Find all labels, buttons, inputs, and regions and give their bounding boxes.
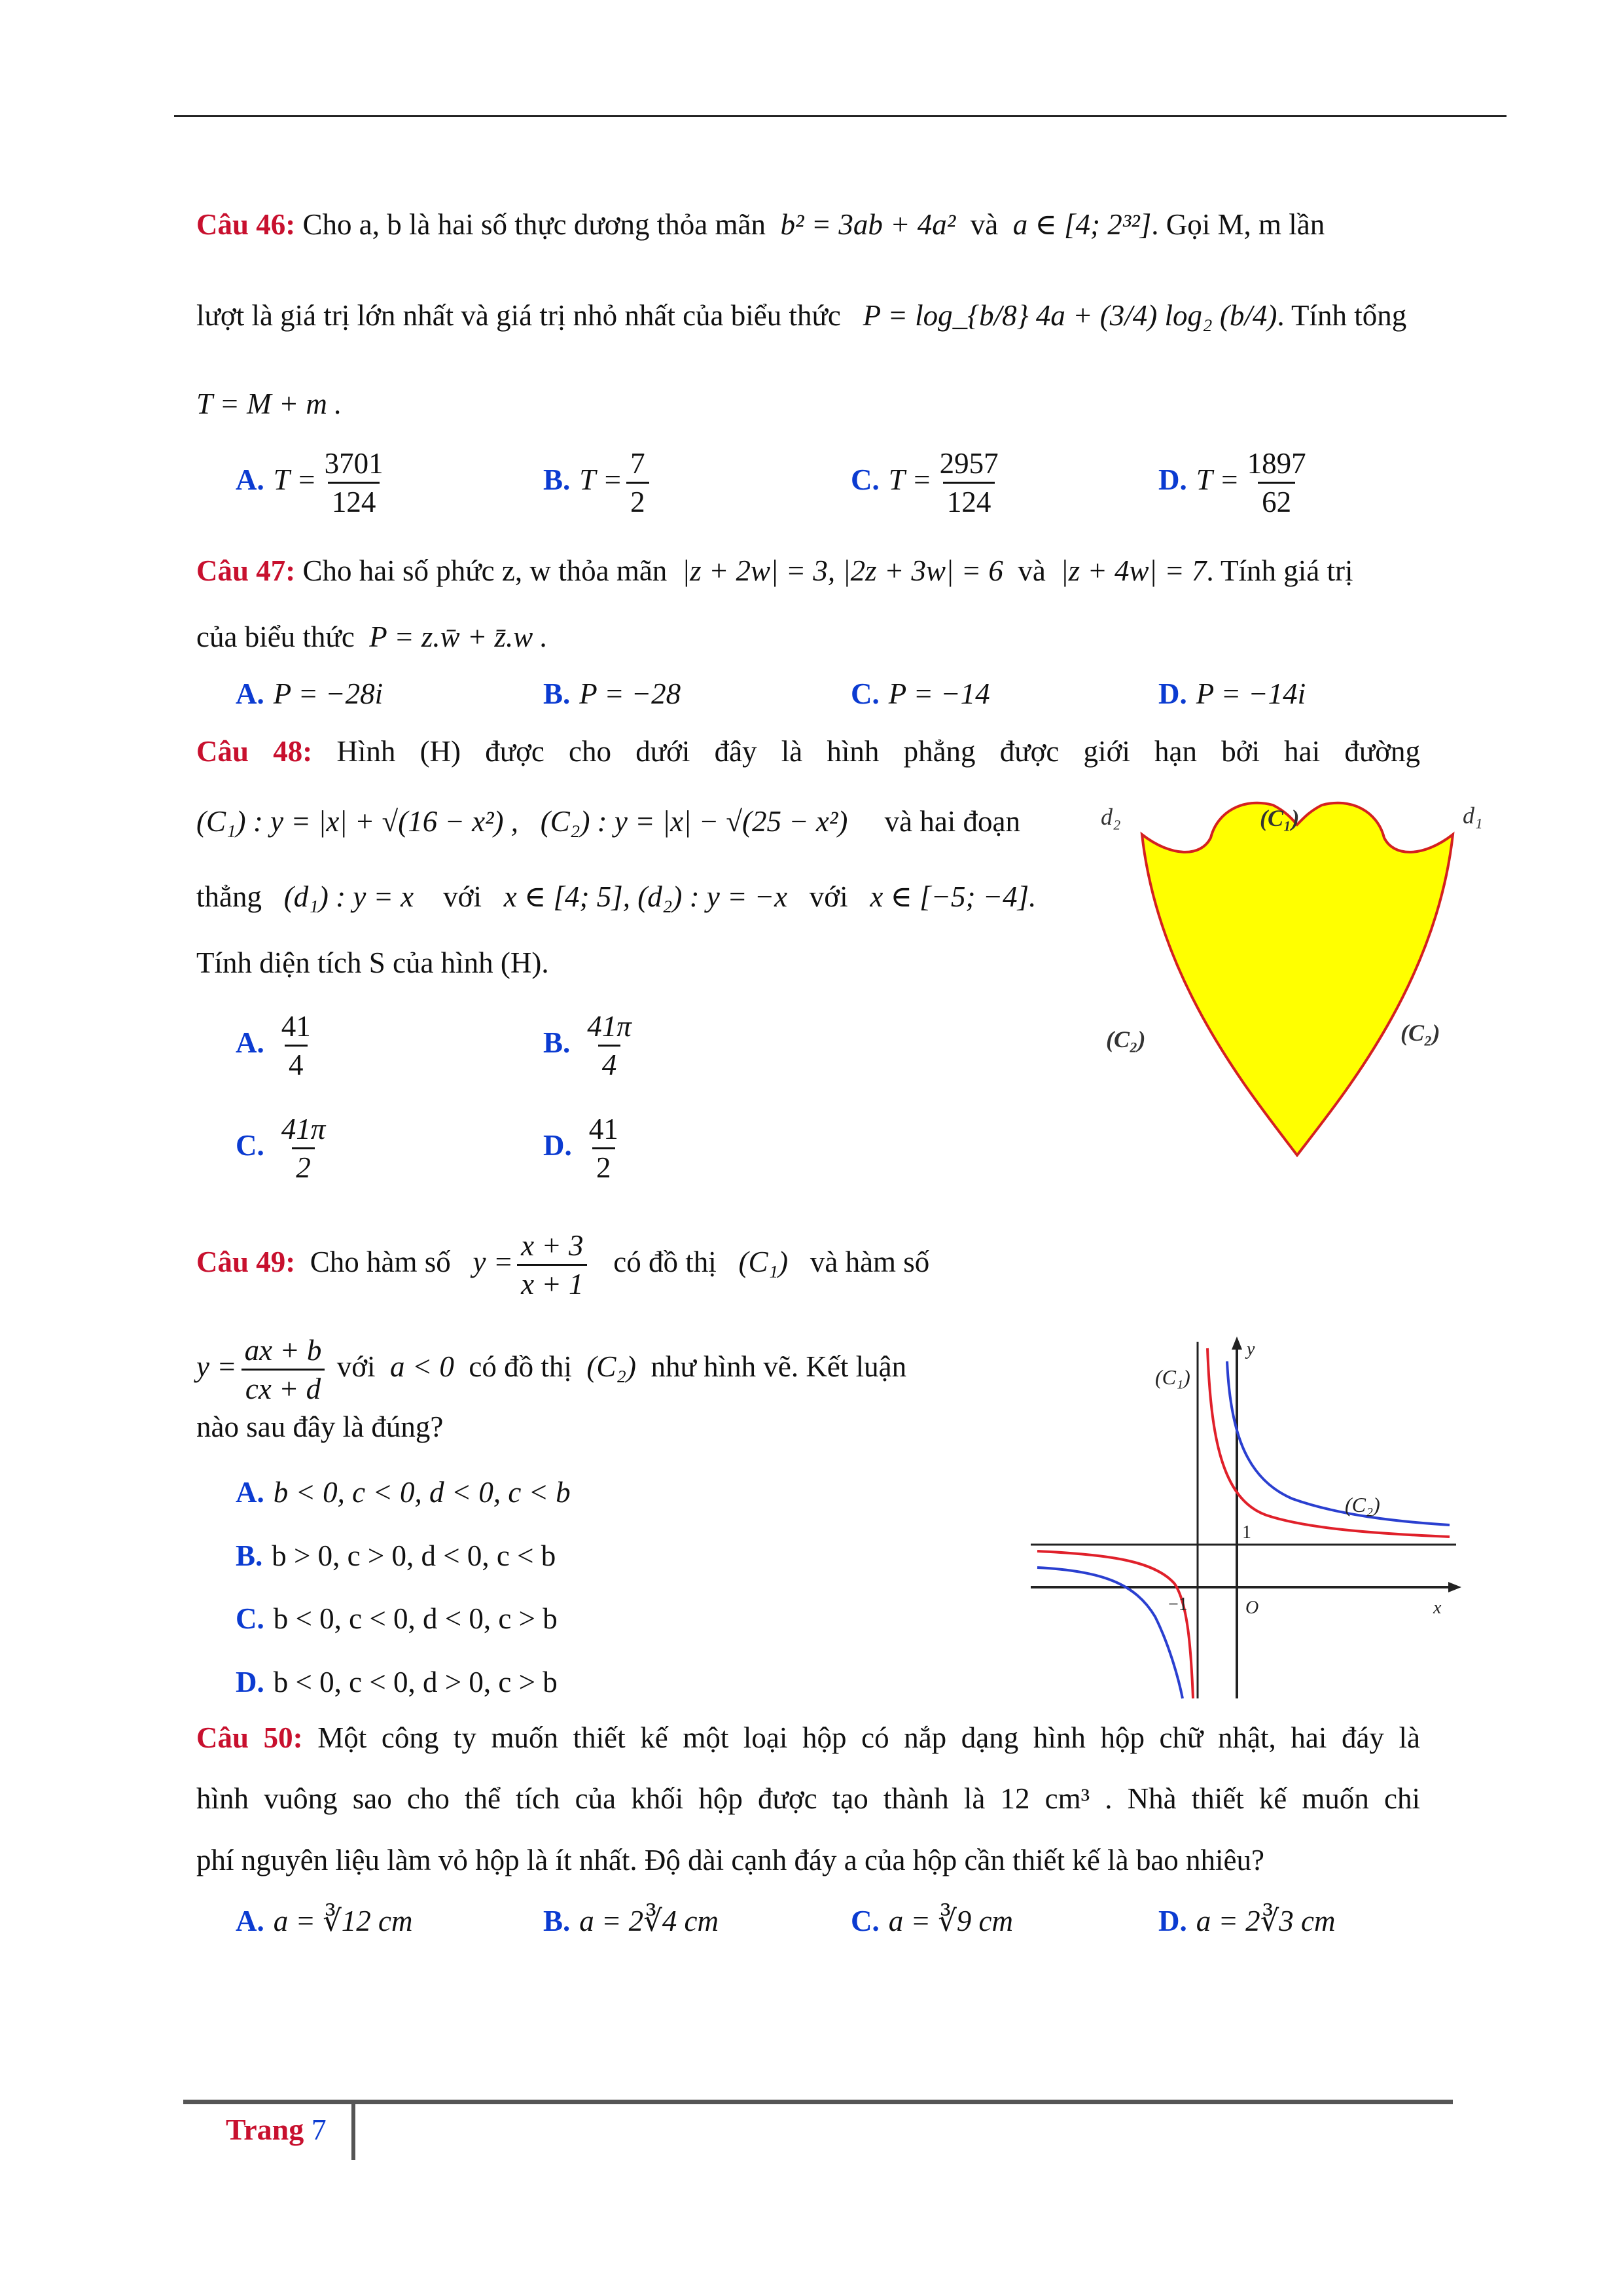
q49-option-d[interactable]	[236, 1662, 558, 1702]
q48-label-c1: (C₁)	[1260, 805, 1300, 831]
q48-curve-c1: (C₁) : y = |x| + √(16 − x²) ,	[196, 805, 519, 838]
q46-text2: . Gọi M, m lần	[1151, 208, 1325, 241]
q49-text4: với	[336, 1350, 376, 1383]
q49-y-arrow	[1232, 1336, 1242, 1350]
q48-label-c2-left: (C₂)	[1106, 1026, 1146, 1052]
q46-option-a-num: 3701	[324, 447, 383, 480]
q49-c1: (C₁)	[738, 1245, 789, 1278]
q47-option-d-label: D.	[1158, 677, 1187, 710]
q47-option-b-label: B.	[543, 677, 571, 710]
q46-and: và	[970, 208, 999, 241]
footer-label: Trang	[226, 2113, 304, 2146]
q49-curve-c1-left	[1037, 1551, 1193, 1698]
q48-option-a-den: 4	[285, 1045, 308, 1083]
q49-graph-label-c1: (C₁)	[1155, 1365, 1190, 1389]
q49-f1-lhs: y =	[473, 1245, 514, 1278]
q46-option-d-den: 62	[1258, 482, 1295, 520]
q49-option-d-text: b < 0, c < 0, d > 0, c > b	[273, 1666, 558, 1698]
q47-option-a-label: A.	[236, 677, 264, 710]
q50-option-b-label: B.	[543, 1905, 571, 1937]
q46-option-c-lhs: T =	[888, 463, 932, 496]
q48-heart-shape	[1142, 803, 1453, 1155]
q49-option-b-text: b > 0, c > 0, d < 0, c < b	[272, 1539, 556, 1572]
q47-option-b-text: P = −28	[579, 677, 681, 710]
q50-option-a-text: a = ∛12 cm	[273, 1905, 413, 1937]
q48-line-d1: (d₁) : y = x	[283, 880, 414, 913]
q49-text1: Cho hàm số	[310, 1245, 451, 1278]
q48-option-c-num: 41π	[281, 1113, 326, 1145]
q49-graph-label-y: y	[1247, 1339, 1255, 1359]
q49-text6: như hình vẽ. Kết luận	[651, 1350, 907, 1383]
q49-c2: (C₂)	[586, 1350, 636, 1383]
q46-cond1: b² = 3ab + 4a²	[780, 208, 956, 241]
q46-option-d-lhs: T =	[1196, 463, 1240, 496]
q47-option-a-text: P = −28i	[273, 677, 383, 710]
page-footer	[226, 2100, 327, 2160]
q50-option-c-label: C.	[851, 1905, 880, 1937]
q47-option-d[interactable]	[1158, 674, 1306, 713]
q50-option-d[interactable]	[1158, 1901, 1336, 1941]
q49-f1-num: x + 3	[521, 1229, 584, 1262]
q49-f2-num: ax + b	[244, 1334, 322, 1367]
q48-option-b-label: B.	[543, 1026, 571, 1059]
q48-option-b[interactable]	[543, 1008, 639, 1083]
q47-and: và	[1018, 554, 1046, 587]
q48-line3	[196, 877, 1036, 916]
q47-text1: Cho hai số phức z, w thỏa mãn	[302, 554, 668, 587]
q46-option-a-lhs: T =	[273, 463, 317, 496]
q48-option-d-den: 2	[592, 1147, 615, 1186]
q46-option-b-lhs: T =	[579, 463, 623, 496]
q49-graph-label-one: 1	[1242, 1522, 1251, 1543]
q46-line3: T = M + m .	[196, 387, 342, 420]
q49-graph-label-origin: O	[1245, 1598, 1259, 1618]
q47-option-c-text: P = −14	[888, 677, 990, 710]
q49-f2-lhs: y =	[196, 1350, 237, 1383]
q49-option-b[interactable]	[236, 1536, 556, 1575]
q48-option-c[interactable]	[236, 1111, 333, 1186]
q49-line2	[196, 1332, 906, 1407]
q46-text1: Cho a, b là hai số thực dương thỏa mãn	[302, 208, 766, 241]
q46-option-c[interactable]	[851, 445, 1007, 520]
q50-option-d-label: D.	[1158, 1905, 1187, 1937]
q46-option-a-label: A.	[236, 463, 264, 496]
q46-option-b-num: 7	[630, 447, 645, 480]
q49-text5: có đồ thị	[469, 1350, 572, 1383]
q49-text3: và hàm số	[810, 1245, 930, 1278]
q49-graph-label-x: x	[1433, 1598, 1442, 1618]
q49-option-c[interactable]	[236, 1599, 558, 1638]
q49-option-a-label: A.	[236, 1476, 264, 1509]
q49-text2: có đồ thị	[613, 1245, 717, 1278]
q47-cond2: |z + 4w| = 7	[1060, 554, 1207, 587]
q49-option-b-label: B.	[236, 1539, 263, 1572]
q49-graph-label-minus-one: −1	[1168, 1594, 1188, 1615]
q46-option-b-den: 2	[626, 482, 649, 520]
q46-option-c-label: C.	[851, 463, 880, 496]
q47-text2: . Tính giá trị	[1206, 554, 1353, 587]
q48-option-b-den: 4	[598, 1045, 621, 1083]
q47-line2	[196, 617, 548, 656]
q46-text4: . Tính tổng	[1277, 299, 1407, 332]
q48-label: Câu 48:	[196, 735, 313, 768]
q49-line1	[196, 1227, 929, 1302]
q46-option-d-label: D.	[1158, 463, 1187, 496]
q47-option-a[interactable]	[236, 674, 383, 713]
q49-option-c-text: b < 0, c < 0, d < 0, c > b	[273, 1602, 558, 1635]
q48-option-c-label: C.	[236, 1128, 264, 1162]
q47-cond: |z + 2w| = 3, |2z + 3w| = 6	[681, 554, 1003, 587]
q48-with2: với	[809, 880, 848, 913]
q46-option-d-num: 1897	[1247, 447, 1306, 480]
q46-option-c-num: 2957	[939, 447, 999, 480]
q46-expression: P = log_{b/8} 4a + (3/4) log₂ (b/4)	[863, 299, 1277, 332]
q46-option-d[interactable]	[1158, 445, 1314, 520]
q47-line1	[196, 551, 1353, 590]
q48-text1: Hình (H) được cho dưới đây là hình phẳng được giới hạn bởi hai đường	[336, 735, 1421, 768]
q46-option-a-den: 124	[328, 482, 380, 520]
q46-cond2: a ∈ [4; 2³²]	[1012, 208, 1152, 241]
q48-option-c-den: 2	[292, 1147, 315, 1186]
q49-graph-label-c2: (C₂)	[1345, 1493, 1380, 1516]
q48-curve-c2: (C₂) : y = |x| − √(25 − x²)	[540, 805, 848, 838]
q49-line3: nào sau đây là đúng?	[196, 1410, 444, 1443]
q46-text3: lượt là giá trị lớn nhất và giá trị nhỏ nhất của biểu thức	[196, 299, 841, 332]
q50-option-c[interactable]	[851, 1901, 1013, 1941]
q49-graph	[1031, 1335, 1463, 1702]
q46-line2	[196, 296, 1406, 335]
q48-label-c2-right: (C₂)	[1400, 1020, 1440, 1046]
q48-label-d2: d₂	[1101, 804, 1121, 830]
q50-option-c-text: a = ∛9 cm	[888, 1905, 1014, 1937]
q47-option-c[interactable]	[851, 674, 990, 713]
q48-interval2: x ∈ [−5; −4].	[870, 880, 1037, 913]
q48-interval1: x ∈ [4; 5], (d₂) : y = −x	[503, 880, 788, 913]
q46-line1	[196, 205, 1325, 244]
q49-x-arrow	[1448, 1582, 1461, 1592]
q48-line2	[196, 802, 1020, 841]
q49-option-a-text: b < 0, c < 0, d < 0, c < b	[273, 1476, 571, 1509]
q46-option-b-label: B.	[543, 463, 571, 496]
q49-label: Câu 49:	[196, 1245, 296, 1278]
q48-option-a[interactable]	[236, 1008, 319, 1083]
q49-curve-c2-right	[1227, 1361, 1450, 1525]
header-rule	[174, 115, 1507, 117]
q48-option-a-num: 41	[281, 1010, 311, 1043]
q50-option-a-label: A.	[236, 1905, 264, 1937]
q50-option-b-text: a = 2∛4 cm	[579, 1905, 719, 1937]
q48-line1	[196, 732, 1420, 771]
q49-option-a[interactable]	[236, 1473, 571, 1512]
q50-label: Câu 50:	[196, 1721, 303, 1754]
q48-text3: thẳng	[196, 880, 262, 913]
q47-label: Câu 47:	[196, 554, 296, 587]
q47-option-b[interactable]	[543, 674, 681, 713]
q46-option-b[interactable]	[543, 445, 653, 520]
q48-option-d-label: D.	[543, 1128, 572, 1162]
q48-heart-figure	[1086, 785, 1505, 1217]
q47-option-c-label: C.	[851, 677, 880, 710]
q48-option-d[interactable]	[543, 1111, 626, 1186]
q50-option-a[interactable]	[236, 1901, 413, 1941]
q50-line3: phí nguyên liệu làm vỏ hộp là ít nhất. Độ dài cạnh đáy a của hộp cần thiết kế là bao nhiêu?	[196, 1844, 1264, 1876]
q49-option-d-label: D.	[236, 1666, 264, 1698]
q48-with: với	[443, 880, 482, 913]
footer-rule	[183, 2100, 1453, 2104]
q47-text3: của biểu thức	[196, 620, 355, 653]
q48-label-d1: d₁	[1463, 802, 1483, 829]
q48-line4: Tính diện tích S của hình (H).	[196, 946, 549, 979]
q50-text1: Một công ty muốn thiết kế một loại hộp có nắp dạng hình hộp chữ nhật, hai đáy là	[317, 1721, 1420, 1754]
q49-f2-den: cx + d	[241, 1369, 325, 1407]
q50-line1	[196, 1718, 1420, 1757]
page-number: 7	[311, 2113, 327, 2146]
q50-option-d-text: a = 2∛3 cm	[1196, 1905, 1336, 1937]
q49-f1-den: x + 1	[517, 1264, 587, 1302]
q48-option-d-num: 41	[588, 1113, 618, 1145]
q49-option-c-label: C.	[236, 1602, 264, 1635]
q46-option-c-den: 124	[943, 482, 995, 520]
q47-expression: P = z.w̄ + z̄.w .	[369, 620, 548, 653]
q48-option-a-label: A.	[236, 1026, 264, 1059]
q49-cond: a < 0	[390, 1350, 454, 1383]
footer-divider	[351, 2100, 355, 2160]
q47-option-d-text: P = −14i	[1196, 677, 1306, 710]
q50-option-b[interactable]	[543, 1901, 719, 1941]
q46-label: Câu 46:	[196, 208, 296, 241]
q48-text2: và hai đoạn	[884, 805, 1021, 838]
q48-option-b-num: 41π	[587, 1010, 632, 1043]
q50-line2: hình vuông sao cho thể tích của khối hộp được tạo thành là 12 cm³ . Nhà thiết kế muốn chi	[196, 1782, 1420, 1815]
q46-option-a[interactable]	[236, 445, 391, 520]
